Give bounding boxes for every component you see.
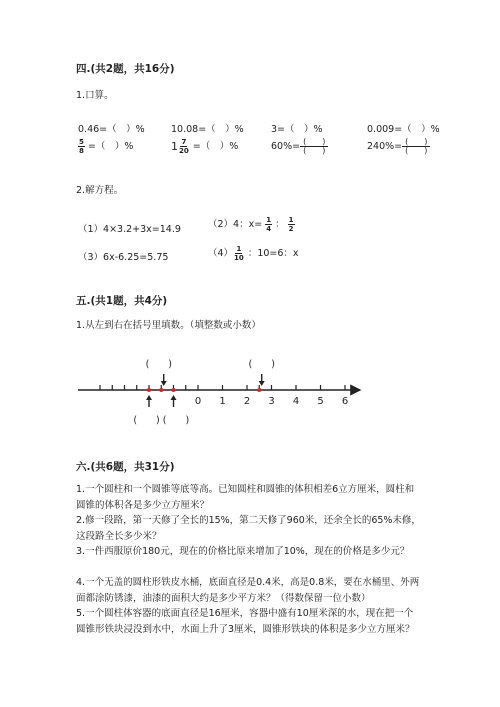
fraction [288,216,295,233]
whole-number: 1 [171,140,178,153]
blank-fraction [402,138,430,155]
number-line-point [172,388,176,392]
ratio-colon: ： [275,219,285,230]
section-5-heading: 五.(共1题，共4分) [76,295,168,307]
fraction [78,138,85,155]
numerator-blank: ( ) [402,138,430,147]
answer-blank[interactable]: ( ) [145,359,173,370]
fraction [233,245,245,262]
oral-calc-3: 3=（ ）% [271,124,323,135]
q2-label: 2.解方程。 [76,185,124,196]
numerator-blank: ( ) [300,138,328,147]
expression-tail: =（ ）% [192,141,239,152]
number-line-point [257,388,261,392]
blank-fraction [300,138,328,155]
problem-1: 1.一个圆柱和一个圆锥等底等高。已知圆柱和圆锥的体积相差6立方厘米，圆柱和圆锥的体积各是多少立方厘米？ [76,484,415,511]
numerator: 1 [236,245,242,253]
numerator: 1 [266,216,272,224]
answer-blank[interactable]: ( ) [248,359,275,370]
oral-calc-7 [271,138,328,155]
problem-4: 4.一个无盖的圆柱形铁皮水桶，底面直径是0.4米，高是0.8米，要在水桶里、外两面都涂防锈漆，油漆的面积大约是多少平方米？（得数保留一位小数） [76,577,420,604]
oral-calc-4: 0.009=（ ）% [367,124,440,135]
oral-calc-5 [78,138,133,155]
expression-tail: =（ ）% [87,141,134,152]
oral-calc-1: 0.46=（ ）% [78,124,145,135]
denominator: 20 [179,147,189,155]
numerator: 1 [288,216,294,224]
expression-head: 240%= [367,141,403,152]
number-line-label: 6 [341,396,349,407]
number-line [70,350,370,435]
number-line-point [147,388,151,392]
section-6-heading: 六.(共6题，共31分) [76,461,175,473]
answer-blank[interactable]: ( ) [133,415,160,426]
q5-1-label: 1.从左到右在括号里填数。（填整数或小数） [76,320,261,331]
q1-label: 1.口算。 [76,90,114,101]
answer-blank[interactable]: ( ) [162,415,190,426]
number-line-label: 4 [292,396,300,407]
arrowhead-icon [146,395,152,400]
numerator: 5 [79,138,84,146]
number-line-label: 2 [243,396,251,407]
fraction [265,216,272,233]
equation-3: （3）6x-6.25=5.75 [78,252,169,263]
denominator: 2 [288,225,294,233]
section-4-heading: 四.(共2题，共16分) [76,63,175,75]
number-line-label: 3 [268,396,275,407]
fraction [178,138,190,155]
equation-head: （4） [208,248,234,259]
number-line-label: 0 [194,396,202,407]
number-line-label: 1 [219,396,226,407]
numerator: 7 [181,138,187,146]
number-line-point [159,388,163,392]
oral-calc-2: 10.08=（ ）% [171,124,244,135]
denominator: 4 [266,225,272,233]
equation-tail: ：10=6：x [247,248,299,259]
expression-head: 60%= [271,141,301,152]
number-line-label: 5 [317,396,324,407]
equation-2 [208,216,295,233]
denominator-blank: ( ) [303,146,326,155]
problem-3: 3.一件西服原价180元，现在的价格比原来增加了10%，现在的价格是多少元？ [76,546,410,557]
arrowhead-icon [171,395,177,400]
problem-5: 5.一个圆柱体容器的底面直径是16厘米，容器中盛有10厘米深的水，现在把一个圆锥形铁块浸没到水中，水面上升了3厘米，圆锥形铁块的体积是多少立方厘米？ [76,608,415,635]
equation-4 [208,245,299,262]
denominator: 8 [79,147,84,155]
denominator: 10 [234,254,244,262]
equation-1: （1）4×3.2+3x=14.9 [78,224,181,235]
oral-calc-8 [367,138,430,155]
problem-2: 2.修一段路，第一天修了全长的15%，第二天修了960米，还余全长的65%未修，这段路全长多少米？ [76,515,421,542]
equation-head: （2）4：x= [208,219,263,230]
denominator-blank: ( ) [405,146,428,155]
oral-calc-6 [171,138,238,155]
